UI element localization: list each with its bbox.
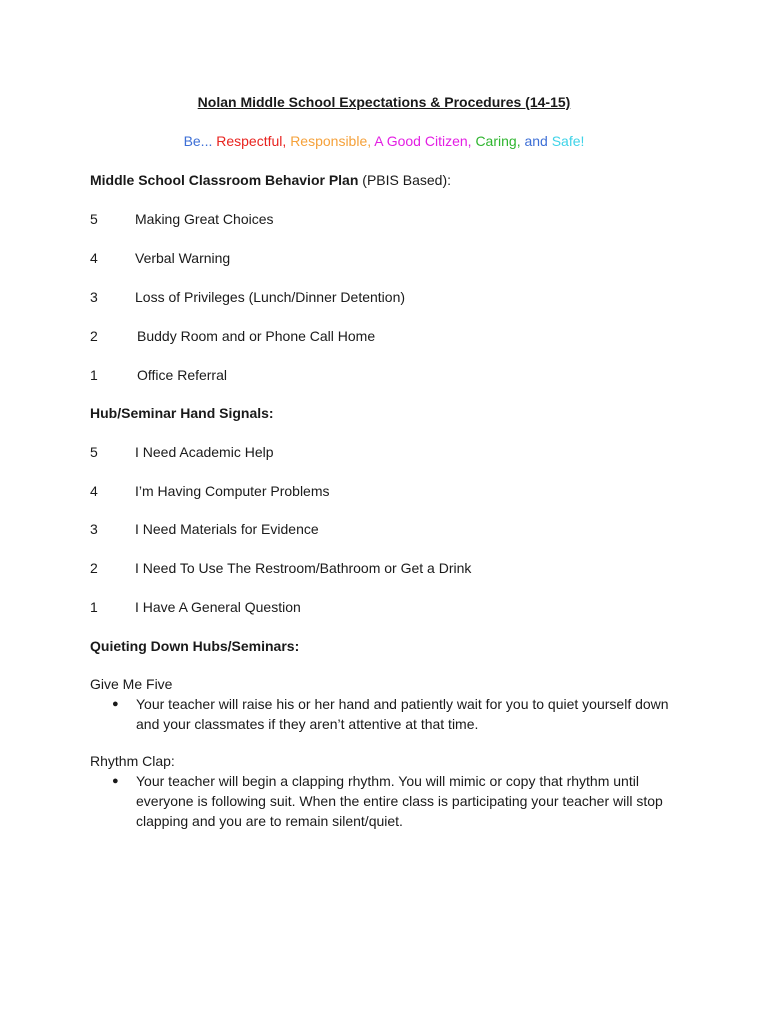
behavior-item-text: Making Great Choices [135,211,274,227]
behavior-item-number: 4 [90,250,98,266]
hand-signal-number: 4 [90,483,98,499]
behavior-item-number: 3 [90,289,98,305]
behavior-item-number: 2 [90,328,98,344]
hand-signal-number: 5 [90,444,98,460]
behavior-plan-heading-bold: Middle School Classroom Behavior Plan [90,172,359,188]
hand-signals-heading [90,405,274,421]
hand-signals-heading-bold: Hub/Seminar Hand Signals: [90,405,274,421]
hand-signal-text: I Have A General Question [135,599,301,615]
behavior-item-text: Buddy Room and or Phone Call Home [137,328,376,344]
hand-signal-text: I Need Materials for Evidence [135,521,319,537]
motto-responsible: Responsible [290,133,368,149]
bullet-icon: ● [112,698,119,710]
quieting-heading-bold: Quieting Down Hubs/Seminars: [90,638,300,654]
motto-citizen: A Good Citizen [374,133,468,149]
motto-and: and [524,133,548,149]
behavior-item-text: Office Referral [137,367,227,383]
behavior-item-text: Verbal Warning [135,250,231,266]
bullet-icon: ● [112,775,119,787]
hand-signal-text: I’m Having Computer Problems [135,483,330,499]
give-me-five-label: Give Me Five [90,676,173,692]
hand-signal-text: I Need Academic Help [135,444,274,460]
hand-signal-number: 3 [90,521,98,537]
behavior-item-number: 1 [90,367,98,383]
rhythm-clap-bullet-text: Your teacher will begin a clapping rhythm. You will mimic or copy that rhythm until everyone is following suit. When the entire class is participating your teacher will stop clapping and you are to remain silent/quiet. [136,773,663,829]
behavior-plan-heading-suffix: (PBIS Based): [362,172,451,188]
motto-respectful: Respectful [216,133,283,149]
behavior-item-number: 5 [90,211,98,227]
page-title: Nolan Middle School Expectations & Procedures (14-15) [197,94,571,110]
quieting-heading [90,638,299,654]
motto-caring: Caring [475,133,517,149]
motto-be: Be... [183,133,213,149]
give-me-five-bullet-text: Your teacher will raise his or her hand and patiently wait for you to quiet yourself down and your classmates if they aren’t attentive at that time. [136,696,669,732]
hand-signal-text: I Need To Use The Restroom/Bathroom or Get a Drink [135,560,472,576]
behavior-plan-heading [90,172,451,188]
behavior-item-text: Loss of Privileges (Lunch/Dinner Detention) [135,289,406,305]
motto-line: Be... Respectful, Responsible, A Good Citizen, Caring, and Safe! [183,133,585,149]
hand-signal-number: 1 [90,599,98,615]
hand-signal-number: 2 [90,560,98,576]
motto-safe: Safe [551,133,581,149]
rhythm-clap-label: Rhythm Clap: [90,753,175,769]
